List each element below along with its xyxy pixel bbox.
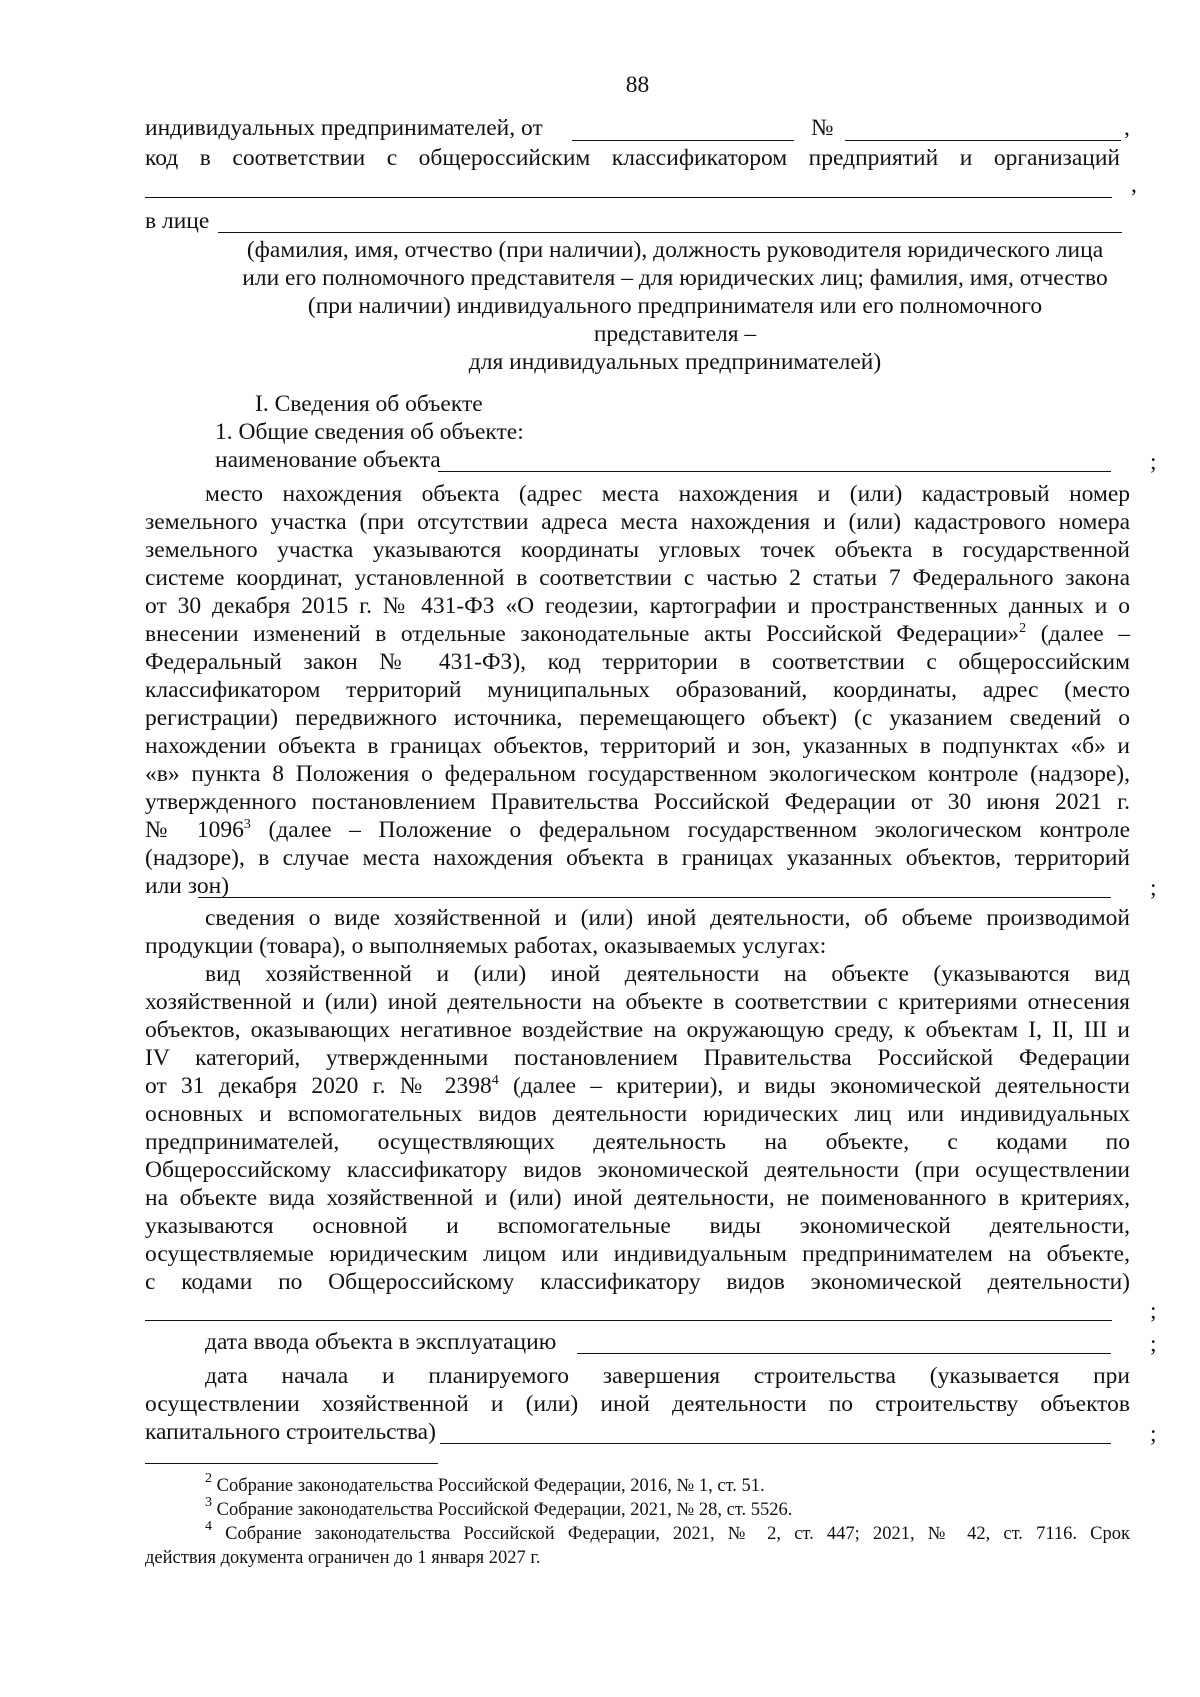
- semicolon-4: ;: [1150, 1331, 1157, 1357]
- location-line-2: земельного участка (при отсутствии адреса места нахождения и (или) кадастрового номера: [145, 509, 1130, 535]
- activity-line-10: Общероссийскому классификатору видов экономической деятельности (при осуществлении: [145, 1157, 1130, 1183]
- caption-line-5: для индивидуальных предпринимателей): [468, 349, 882, 375]
- location-line-14: (надзоре), в случае места нахождения объекта в границах указанных объектов, территорий: [145, 845, 1130, 871]
- footnote-3-text: Собрание законодательства Российской Федерации, 2021, № 28, ст. 5526.: [216, 1500, 793, 1520]
- commission-blank[interactable]: [577, 1353, 1111, 1354]
- caption-line-3: (при наличии) индивидуального предпринимателя или его полномочного: [307, 293, 1043, 319]
- location-line-9: регистрации) передвижного источника, перемещающего объект) (с указанием сведений о: [145, 705, 1130, 731]
- footnote-ref-2: 2: [1019, 621, 1027, 636]
- number-sign: №: [811, 115, 834, 141]
- semicolon-5: ;: [1150, 1421, 1157, 1447]
- activity-line-7-tail: (далее – критерии), и виды экономической деятельности: [513, 1073, 1131, 1099]
- location-line-1: место нахождения объекта (адрес места нахождения и (или) кадастровый номер: [205, 481, 1130, 507]
- date-blank[interactable]: [572, 140, 794, 141]
- location-line-5: от 30 декабря 2015 г. № 431-ФЗ «О геодезии, картографии и пространственных данных и о: [145, 593, 1130, 619]
- header-line-2: код в соответствии с общероссийским классификатором предприятий и организаций: [145, 145, 1120, 171]
- location-line-6-tail: (далее –: [1040, 621, 1130, 647]
- representative-blank[interactable]: [218, 232, 1122, 233]
- header-line-1: [145, 115, 1130, 141]
- section-title: I. Сведения об объекте: [255, 391, 483, 417]
- location-line-10: нахождении объекта в границах объектов, территорий и зон, указанных в подпунктах «б» и: [145, 733, 1130, 759]
- okpo-blank[interactable]: [145, 197, 1112, 198]
- location-line-6-text: внесении изменений в отдельные законодательные акты Российской Федерации»: [145, 621, 1020, 647]
- number-blank[interactable]: [845, 140, 1121, 141]
- footnote-2: [205, 1471, 1190, 1498]
- location-line-8: классификатором территорий муниципальных образований, координаты, адрес (место: [145, 677, 1130, 703]
- location-line-3: земельного участка указываются координаты угловых точек объекта в государственной: [145, 537, 1130, 563]
- subsection-title: 1. Общие сведения об объекте:: [215, 419, 524, 445]
- footnote-mark-4: 4: [205, 1519, 212, 1534]
- semicolon-2: ;: [1150, 875, 1157, 901]
- object-name-label: наименование объекта: [215, 447, 441, 473]
- activity-line-1: сведения о виде хозяйственной и (или) иной деятельности, об объеме производимой: [205, 905, 1130, 931]
- location-line-15: или зон): [145, 873, 230, 899]
- location-line-11: «в» пункта 8 Положения о федеральном государственном экологическом контроле (надзоре),: [145, 761, 1130, 787]
- construction-line-2: осуществлении хозяйственной и (или) иной деятельности по строительству объектов: [145, 1391, 1130, 1417]
- location-line-4: системе координат, установленной в соответствии с частью 2 статьи 7 Федерального закона: [145, 565, 1130, 591]
- commission-label: дата ввода объекта в эксплуатацию: [205, 1329, 557, 1355]
- caption-line-2: или его полномочного представителя – для юридических лиц; фамилия, имя, отчество: [242, 265, 1108, 291]
- object-name-blank[interactable]: [438, 471, 1111, 472]
- footnote-4-text: Собрание законодательства Российской Федерации, 2021, № 2, ст. 447; 2021, № 42, ст. 7116. Срок: [225, 1524, 1131, 1544]
- footnote-4-continued: действия документа ограничен до 1 января 2027 г.: [145, 1548, 541, 1568]
- footnote-mark-3: 3: [205, 1495, 212, 1510]
- caption-line-1: (фамилия, имя, отчество (при наличии), должность руководителя юридического лица: [246, 237, 1104, 263]
- activity-line-7: [145, 1073, 1130, 1099]
- v-litse-label: в лице: [145, 208, 210, 234]
- location-line-13-tail: (далее – Положение о федеральном государственном экологическом контроле: [268, 817, 1130, 843]
- location-line-12: утвержденного постановлением Правительства Российской Федерации от 30 июня 2021 г.: [145, 789, 1130, 815]
- construction-blank[interactable]: [440, 1443, 1111, 1444]
- footnote-ref-3: 3: [243, 817, 251, 832]
- criteria-2398: от 31 декабря 2020 г. № 2398: [145, 1073, 492, 1099]
- footnote-3: [205, 1495, 1190, 1522]
- activity-line-4: хозяйственной и (или) иной деятельности на объекте в соответствии с критериями отнесения: [145, 989, 1130, 1015]
- construction-line-1: дата начала и планируемого завершения строительства (указывается при: [205, 1363, 1130, 1389]
- location-line-7: Федеральный закон № 431-ФЗ), код территории в соответствии с общероссийским: [145, 649, 1130, 675]
- footnote-2-text: Собрание законодательства Российской Федерации, 2016, № 1, ст. 51.: [216, 1476, 765, 1496]
- page-number: 88: [625, 72, 650, 98]
- activity-line-14: с кодами по Общероссийскому классификатору видов экономической деятельности): [145, 1269, 1130, 1295]
- location-line-13: [145, 817, 1130, 843]
- activity-line-3: вид хозяйственной и (или) иной деятельности на объекте (указываются вид: [205, 961, 1130, 987]
- activity-line-11: на объекте вида хозяйственной и (или) иной деятельности, не поименованного в критериях,: [145, 1185, 1130, 1211]
- activity-line-13: осуществляемые юридическим лицом или индивидуальным предпринимателем на объекте,: [145, 1241, 1130, 1267]
- activity-line-8: основных и вспомогательных видов деятельности юридических лиц или индивидуальных: [145, 1101, 1130, 1127]
- resolution-1096: № 1096: [145, 817, 244, 843]
- activity-line-9: предпринимателей, осуществляющих деятельность на объекте, с кодами по: [145, 1129, 1130, 1155]
- construction-line-3: капитального строительства): [145, 1419, 436, 1445]
- caption-line-4: представителя –: [593, 321, 757, 347]
- activity-line-6: IV категорий, утвержденными постановлением Правительства Российской Федерации: [145, 1045, 1130, 1071]
- activity-line-2: продукции (товара), о выполняемых работах, оказываемых услугах:: [145, 933, 827, 959]
- footnote-4: [205, 1519, 1131, 1546]
- location-line-6: [145, 621, 1130, 647]
- footnote-ref-4: 4: [491, 1073, 499, 1088]
- location-blank[interactable]: [198, 897, 1111, 898]
- header-ip-text: индивидуальных предпринимателей, от: [145, 115, 543, 141]
- activity-line-5: объектов, оказывающих негативное воздействие на окружающую среду, к объектам I, II, III и: [145, 1017, 1130, 1043]
- semicolon-3: ;: [1150, 1298, 1157, 1324]
- comma-1: ,: [1124, 115, 1130, 141]
- semicolon-1: ;: [1150, 449, 1157, 475]
- footnote-separator: [145, 1463, 438, 1464]
- activity-blank[interactable]: [145, 1320, 1112, 1321]
- footnote-mark-2: 2: [205, 1471, 212, 1486]
- comma-2: ,: [1131, 172, 1137, 198]
- activity-line-12: указываются основной и вспомогательные виды экономической деятельности,: [145, 1213, 1130, 1239]
